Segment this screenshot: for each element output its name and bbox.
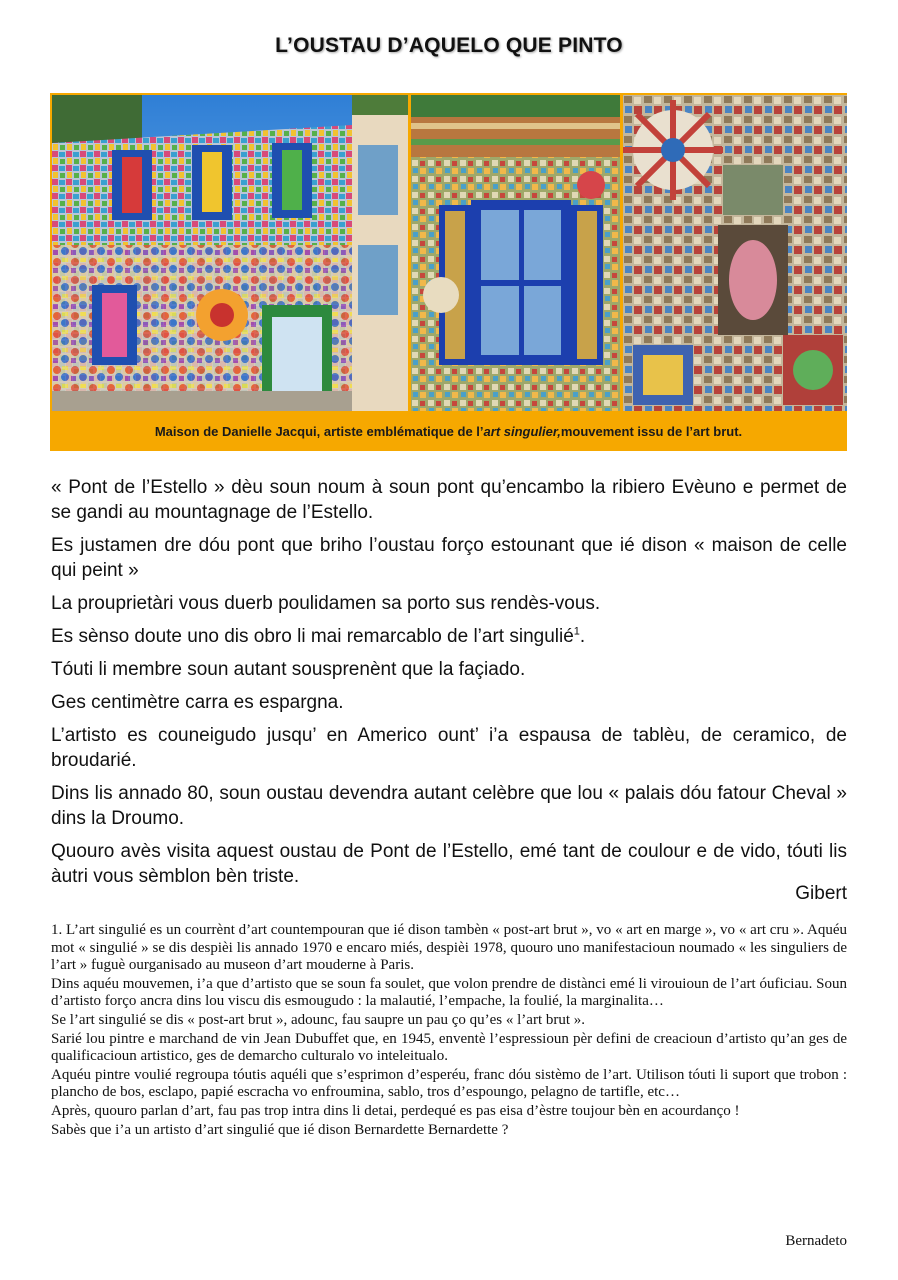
caption-text-after: mouvement issu de l’art brut. <box>560 423 743 439</box>
paragraph: Tóuti li membre soun autant sousprenènt que la façiado. <box>51 659 526 680</box>
caption-text-before: Maison de Danielle Jacqui, artiste emblématique de l’ <box>154 423 484 439</box>
paragraph: « Pont de l’Estello » dèu soun noum à soun pont qu’encambo la ribiero Evèuno e permet de se gandi au mountagnage de l’Estello. <box>51 477 847 523</box>
paragraph: L’artisto es couneigudo jusqu’ en Americo ount’ i’a espausa de tablèu, de ceramico, de broudarié. <box>51 725 847 771</box>
paragraph-with-footnote <box>51 624 847 649</box>
article-body <box>51 475 847 897</box>
footnote-paragraph: Sabès que i’a un artisto d’art singulié que ié dison Bernardette Bernardette ? <box>51 1121 509 1138</box>
paragraph-text: Es sènso doute uno dis obro li mai remarcablo de l’art singulié <box>51 626 574 647</box>
paragraph: Es justamen dre dóu pont que briho l’oustau forço estounant que ié dison « maison de celle qui peint » <box>51 535 847 581</box>
paragraph-suffix: . <box>579 626 586 647</box>
photo-caption <box>50 411 847 451</box>
paragraph: Dins lis annado 80, soun oustau devendra autant celèbre que lou « palais dóu fatour Cheval » dins la Droumo. <box>51 783 847 829</box>
footnote-reference: 1 <box>573 625 580 638</box>
paragraph: Quouro avès visita aquest oustau de Pont de l’Estello, emé tant de coulour e de vido, tóuti lis àutri vous sèmblon bèn triste. <box>51 841 847 887</box>
page-title: L’OUSTAU D’AQUELO QUE PINTO <box>275 34 623 57</box>
wall-mosaic-detail-photo <box>623 95 847 411</box>
photo-strip <box>50 93 847 411</box>
footnote-paragraph: Dins aquéu mouvemen, i’a que d’artisto que se soun fa soulet, que volon prendre de distànci emé li virouioun de l’art óuficiau. Soun d’artisto forço ancra dins lou viscu dis esmougudo : la malautié, l’empache, la foulié, la marginalita… <box>51 975 847 1010</box>
footnote-signature: Bernadeto <box>785 1233 847 1249</box>
paragraph: La prouprietàri vous duerb poulidamen sa porto sus rendès-vous. <box>51 593 601 614</box>
footnote-paragraph: Se l’art singulié se dis « post-art brut », adounc, fau saupre un pau ço qu’es « l’art brut ». <box>51 1011 586 1028</box>
footnotes <box>51 922 847 1140</box>
window-mosaic-photo <box>411 95 620 411</box>
footnote-paragraph: Sarié lou pintre e marchand de vin Jean Dubuffet que, en 1945, enventè l’espressioun pèr defini de creacioun d’artisto qu’an ges de qualificacioun artistico, ges de demarcho culturalo vo inteleitualo. <box>51 1030 847 1065</box>
caption-emphasis: art singulier, <box>483 423 561 439</box>
author-signature: Gibert <box>795 883 847 904</box>
house-facade-photo <box>52 95 408 411</box>
paragraph: Ges centimètre carra es espargna. <box>51 692 344 713</box>
footnote-paragraph: 1. L’art singulié es un courrènt d’art countempouran que ié dison tambèn « post-art brut », vo « art en marge », vo « art cru ». Aquéu mot « singulié » se dis despièi lis annado 1970 e encaro miés, despièi 1978, quouro uno manifestacioun noumado « les singuliers de l’art » fuguè ourganisado au museon d’art mouderne à Paris. <box>51 922 847 974</box>
footnote-paragraph: Aquéu pintre voulié regroupa tóutis aquéli que s’esprimon d’esperéu, franc dóu sistèmo de l’art. Utilison tóuti li suport que trobon : plancho de bos, esclapo, papié escracha vo enfroumina, sablo, tros d’espoungo, pelagno de tartifle, etc… <box>51 1066 847 1101</box>
footnote-paragraph: Après, quouro parlan d’art, fau pas trop intra dins li detai, perdequé es pas eisa d’èstre toujour bèn en acourdanço ! <box>51 1102 740 1119</box>
